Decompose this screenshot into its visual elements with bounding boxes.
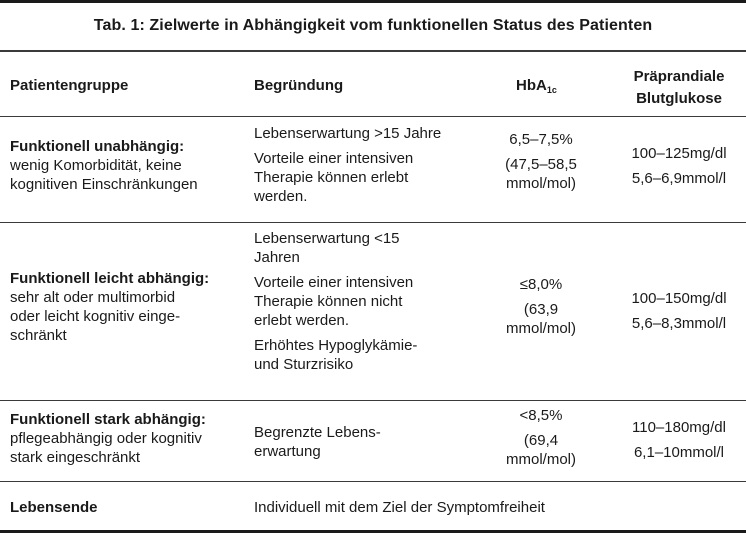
row1-hba1c [476, 130, 606, 193]
table-caption: Tab. 1: Zielwerte in Abhängigkeit vom funktionellen Status des Patienten [93, 17, 653, 34]
row2-group-desc-line1: sehr alt oder multimorbid [10, 289, 176, 306]
row1-reason-2-line1: Vorteile einer intensiven [254, 150, 414, 167]
row2-reason-3-line2: und Sturzrisiko [254, 356, 354, 373]
row1-hba1c-mmol-line1: (47,5–58,5 [505, 156, 577, 173]
row2-reason-3-line1: Erhöhtes Hypoglykämie- [254, 337, 418, 354]
row2-reason-2-line3: erlebt werden. [254, 312, 350, 329]
row1-reason-2 [254, 149, 504, 206]
row3-group-title: Funktionell stark abhängig: [10, 411, 206, 428]
row2-reason-1-line2: Jahren [254, 249, 300, 266]
row2-reason-1 [254, 229, 504, 267]
row2-glucose [612, 289, 746, 333]
row1-reason-1-line1: Lebenserwartung >15 Jahre [254, 125, 442, 142]
bottom-rule [0, 530, 746, 533]
row1-reason-2-line2: Therapie können erlebt [254, 169, 409, 186]
row4-group-title: Lebensende [10, 499, 98, 516]
row2-group-desc-line3: schränkt [10, 327, 67, 344]
row2-reason-2-line1: Vorteile einer intensiven [254, 274, 414, 291]
row1-hba1c-mmol-line2: mmol/mol) [506, 175, 576, 192]
row1-rule [0, 222, 746, 223]
row2-reason-2 [254, 273, 504, 330]
row3-reason-1 [254, 423, 504, 461]
row1-group-title: Funktionell unabhängig: [10, 138, 185, 155]
row3-glucose-mmol: 6,1–10mmol/l [633, 444, 725, 461]
row1-group-desc-line2: kognitiven Einschränkungen [10, 176, 198, 193]
row1-reason-2-line3: werden. [254, 188, 308, 205]
row2-hba1c-mmol-line2: mmol/mol) [506, 320, 576, 337]
row1-glucose-mmol: 5,6–6,9mmol/l [631, 170, 727, 187]
row2-group-desc-line2: oder leicht kognitiv einge- [10, 308, 181, 325]
row2-reason-2-line2: Therapie können nicht [254, 293, 403, 310]
row3-reason-1-line1: Begrenzte Lebens- [254, 424, 381, 441]
row3-glucose-mg: 110–180mg/dl [632, 419, 726, 436]
row3-group-desc-line1: pflegeabhängig oder kognitiv [10, 430, 202, 447]
row1-glucose-mg: 100–125mg/dl [631, 145, 727, 162]
row2-glucose-mmol: 5,6–8,3mmol/l [631, 315, 727, 332]
row4-reason-span: Individuell mit dem Ziel der Symptomfreiheit [254, 499, 545, 516]
row2-hba1c-mmol-line1: (63,9 [523, 301, 559, 318]
row3-group-desc-line2: stark eingeschränkt [10, 449, 141, 466]
header-hba1c-sub: 1c [546, 85, 557, 95]
row2-reason-1-line1: Lebenserwartung <15 [254, 230, 400, 247]
row1-group-desc-line1: wenig Komorbidität, keine [10, 157, 182, 174]
header-patient-group: Patientengruppe [10, 77, 129, 94]
header-glucose-line2: Blutglukose [636, 90, 722, 107]
header-reason: Begründung [254, 77, 344, 94]
row2-hba1c-percent: ≤8,0% [519, 276, 563, 293]
row3-hba1c-mmol-line1: (69,4 [523, 432, 559, 449]
row4-group [10, 498, 248, 517]
row1-reason-1 [254, 124, 504, 143]
row1-reasons [254, 124, 504, 206]
row1-group [10, 137, 248, 194]
header-rule [0, 116, 746, 117]
row2-rule [0, 400, 746, 401]
top-rule [0, 0, 746, 3]
row3-glucose [612, 418, 746, 462]
header-preprandial-glucose [612, 66, 746, 110]
header-hba1c-main: HbA [516, 77, 547, 94]
row1-glucose [612, 144, 746, 188]
row3-reason-1-line2: erwartung [254, 443, 321, 460]
header-hba1c [516, 76, 557, 100]
row3-reasons [254, 423, 504, 461]
row2-group-title: Funktionell leicht abhängig: [10, 270, 210, 287]
row2-hba1c [476, 275, 606, 338]
header-glucose-line1: Präprandiale [633, 68, 725, 85]
row3-hba1c-mmol-line2: mmol/mol) [506, 451, 576, 468]
row3-hba1c [476, 406, 606, 469]
row1-hba1c-percent: 6,5–7,5% [509, 131, 573, 148]
row3-group [10, 410, 248, 467]
row2-reasons [254, 229, 504, 374]
row3-rule [0, 481, 746, 482]
caption-rule [0, 50, 746, 52]
row2-group [10, 269, 248, 345]
row2-reason-3 [254, 336, 504, 374]
row3-hba1c-percent: <8,5% [519, 407, 563, 424]
row2-glucose-mg: 100–150mg/dl [631, 290, 727, 307]
